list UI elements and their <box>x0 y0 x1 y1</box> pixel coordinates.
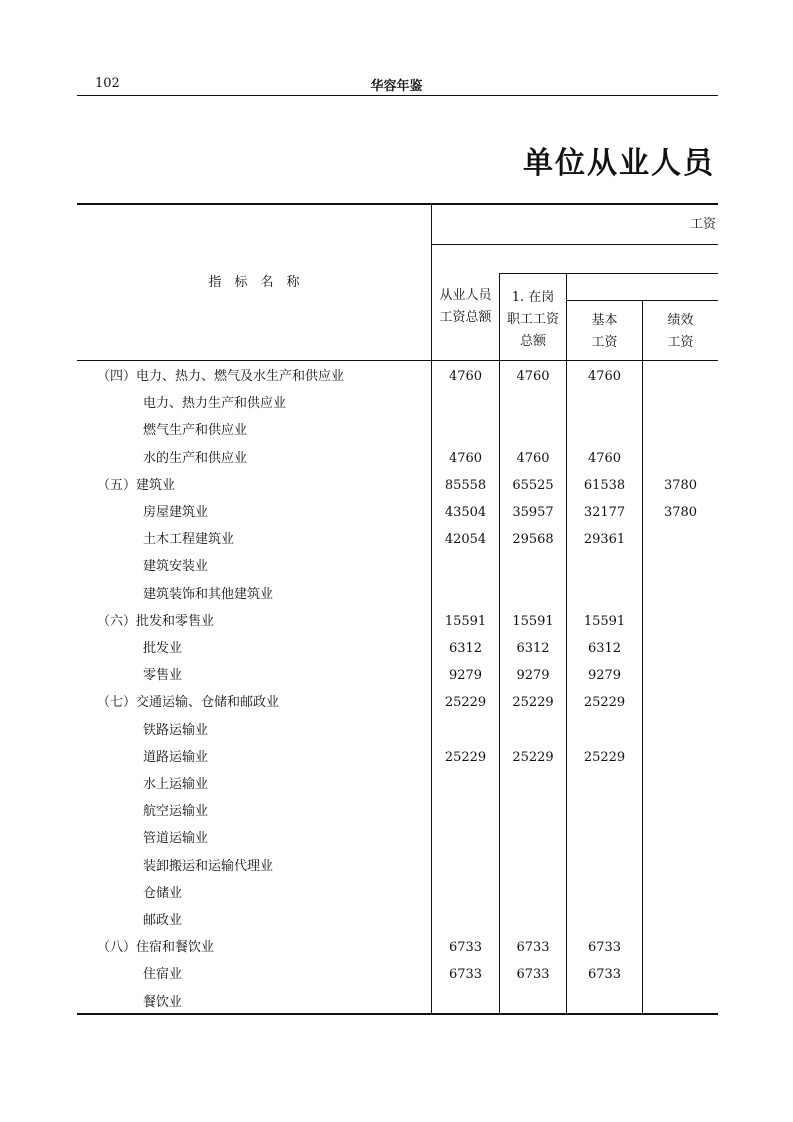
row-value-basic: 29361 <box>583 532 626 548</box>
row-indicator-name: （八）住宿和餐饮业 <box>97 940 215 956</box>
row-indicator-name: 建筑装饰和其他建筑业 <box>143 586 274 602</box>
row-indicator-name: 管道运输业 <box>143 831 209 847</box>
row-value-merit: 3780 <box>663 505 698 520</box>
row-value-onpost: 25229 <box>512 695 554 711</box>
table-row <box>77 798 718 825</box>
row-value-onpost: 25229 <box>512 749 554 765</box>
row-value-basic: 9279 <box>587 668 622 684</box>
row-value-basic: 4760 <box>587 369 622 384</box>
row-value-total: 85558 <box>444 477 487 493</box>
table-row <box>77 662 718 689</box>
row-indicator-name: 零售业 <box>143 668 183 684</box>
row-value-total: 43504 <box>444 505 487 520</box>
onpost-group-rule <box>500 273 718 274</box>
row-value-onpost: 15591 <box>512 613 554 629</box>
row-indicator-name: （四）电力、热力、燃气及水生产和供应业 <box>97 369 345 384</box>
row-indicator-name: 电力、热力生产和供应业 <box>143 396 287 412</box>
row-indicator-name: 邮政业 <box>143 913 183 928</box>
row-value-basic: 61538 <box>583 477 626 493</box>
row-indicator-name: 餐饮业 <box>143 994 183 1010</box>
row-indicator-name: 住宿业 <box>143 967 183 983</box>
row-indicator-name: （六）批发和零售业 <box>97 613 215 629</box>
header-bottom-rule <box>77 360 718 361</box>
row-indicator-name: （七）交通运输、仓储和邮政业 <box>97 695 280 711</box>
row-value-basic: 15591 <box>583 613 626 629</box>
row-value-total: 4760 <box>448 450 483 466</box>
table-row <box>77 717 718 744</box>
row-value-basic: 6733 <box>587 967 622 983</box>
table-row <box>77 825 718 852</box>
row-value-onpost: 4760 <box>516 450 550 466</box>
row-value-onpost: 65525 <box>512 477 554 493</box>
table-top-rule <box>77 203 718 205</box>
table-row <box>77 934 718 961</box>
table-row <box>77 363 718 390</box>
row-value-total: 6312 <box>448 641 483 656</box>
row-value-total: 15591 <box>444 613 487 629</box>
table-row <box>77 472 718 499</box>
basic-wages-header: 基本 工资 <box>591 313 618 350</box>
row-indicator-name: 航空运输业 <box>143 804 209 820</box>
merit-wages-header: 绩效 工资 <box>667 313 694 350</box>
row-value-basic: 6312 <box>587 641 622 656</box>
row-indicator-name: 水的生产和供应业 <box>143 450 248 466</box>
table-row <box>77 771 718 798</box>
running-title: 华容年鉴 <box>370 79 423 94</box>
header-rule <box>77 95 718 96</box>
row-value-onpost: 29568 <box>512 532 554 548</box>
row-value-total: 25229 <box>444 695 487 711</box>
total-wages-header: 从业人员 工资总额 <box>439 288 492 325</box>
row-value-onpost: 6733 <box>516 967 550 983</box>
wage-statistics-table <box>77 203 718 1015</box>
row-indicator-name: （五）建筑业 <box>97 477 176 493</box>
row-value-basic: 6733 <box>587 940 622 956</box>
table-row <box>77 689 718 716</box>
table-row <box>77 608 718 635</box>
wages-group-header: 工资 <box>689 217 716 232</box>
table-row <box>77 526 718 553</box>
row-value-basic: 32177 <box>583 505 626 520</box>
section-title: 单位从业人员 <box>523 146 715 181</box>
row-value-total: 42054 <box>444 532 487 548</box>
table-row <box>77 581 718 608</box>
row-value-onpost: 6312 <box>516 641 550 656</box>
row-indicator-name: 燃气生产和供应业 <box>143 423 248 439</box>
table-row <box>77 445 718 472</box>
table-row <box>77 907 718 934</box>
row-indicator-name: 铁路运输业 <box>143 722 209 738</box>
table-row <box>77 853 718 880</box>
row-indicator-name: 装卸搬运和运输代理业 <box>143 858 274 874</box>
row-indicator-name: 仓储业 <box>143 885 183 901</box>
table-row <box>77 989 718 1016</box>
table-row <box>77 961 718 988</box>
row-value-total: 6733 <box>448 940 483 956</box>
table-row <box>77 744 718 771</box>
row-value-onpost: 6733 <box>516 940 550 956</box>
wages-group-rule <box>432 244 718 245</box>
row-indicator-name: 批发业 <box>143 641 183 656</box>
table-row <box>77 635 718 662</box>
row-indicator-name: 水上运输业 <box>143 777 209 792</box>
row-indicator-name: 房屋建筑业 <box>143 505 209 520</box>
row-value-total: 6733 <box>448 967 483 983</box>
row-indicator-name: 土木工程建筑业 <box>143 532 235 548</box>
row-indicator-name: 建筑安装业 <box>143 559 209 575</box>
row-value-onpost: 35957 <box>512 505 554 520</box>
page-number: 102 <box>95 76 120 91</box>
onpost-wages-header: 1. 在岗 职工工资 总额 <box>506 290 559 349</box>
row-value-basic: 25229 <box>583 749 626 765</box>
row-value-onpost: 4760 <box>516 369 550 384</box>
row-value-merit: 3780 <box>663 477 698 493</box>
indicator-name-header: 指 标 名 称 <box>208 275 300 290</box>
row-indicator-name: 道路运输业 <box>143 749 209 765</box>
row-value-basic: 25229 <box>583 695 626 711</box>
row-value-total: 9279 <box>448 668 483 684</box>
table-row <box>77 390 718 417</box>
table-row <box>77 499 718 526</box>
table-row <box>77 417 718 444</box>
row-value-total: 4760 <box>448 369 483 384</box>
table-row <box>77 880 718 907</box>
table-row <box>77 553 718 580</box>
row-value-total: 25229 <box>444 749 487 765</box>
row-value-onpost: 9279 <box>516 668 550 684</box>
row-value-basic: 4760 <box>587 450 622 466</box>
